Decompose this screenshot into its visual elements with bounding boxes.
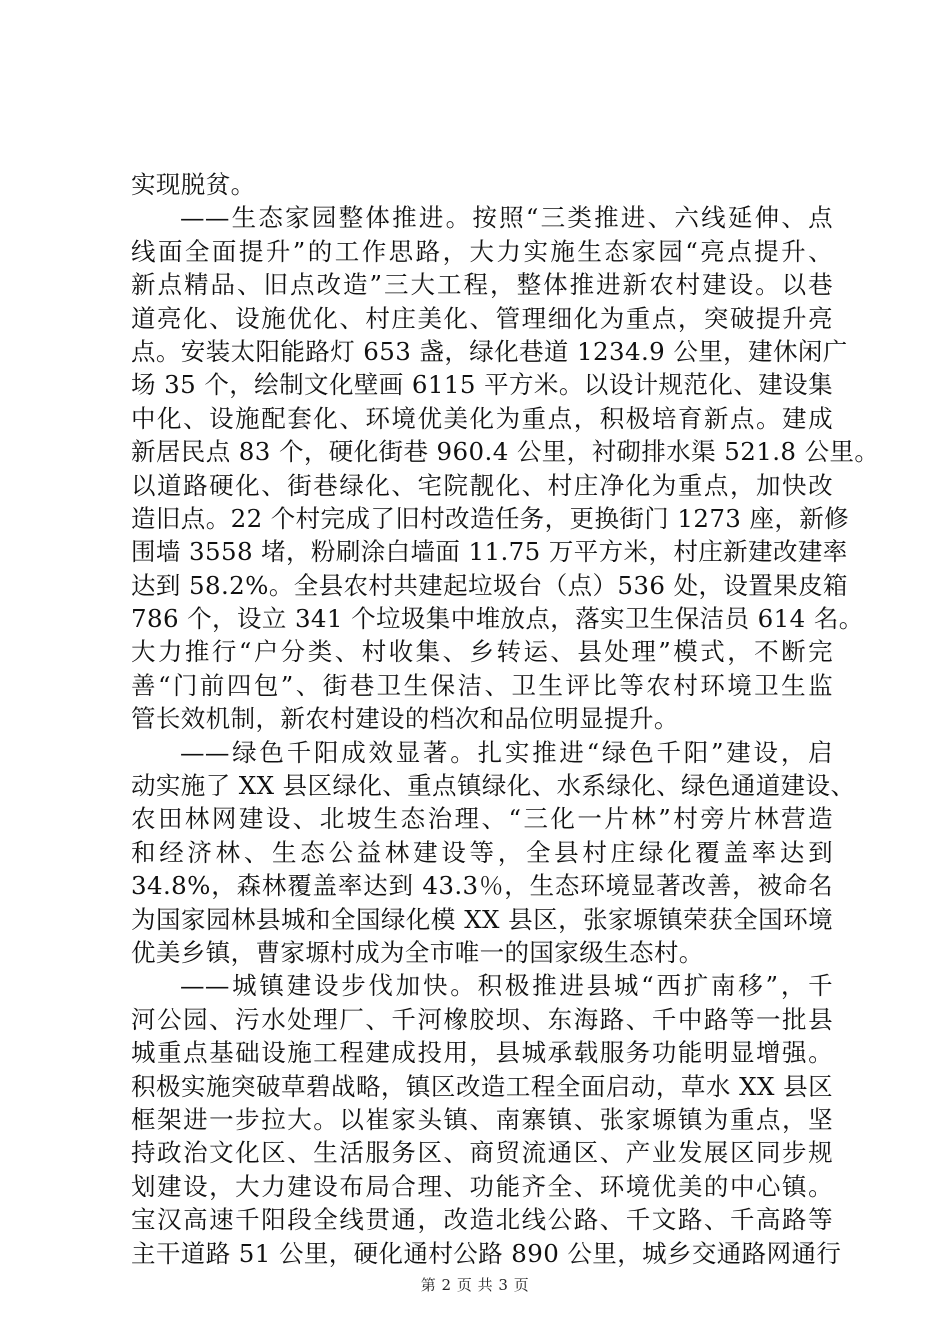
- text-line: 新居民点 83 个，硬化街巷 960.4 公里，衬砌排水渠 521.8 公里。: [131, 437, 880, 467]
- text-line: 线面全面提升”的工作思路，大力实施生态家园“亮点提升、: [131, 236, 833, 266]
- text-line: ——绿色千阳成效显著。扎实推进“绿色千阳”建设，启: [180, 737, 833, 767]
- text-line: 善“门前四包”、街巷卫生保洁、卫生评比等农村环境卫生监: [131, 670, 833, 700]
- page-footer: 第 2 页 共 3 页: [420, 1276, 530, 1294]
- text-line: 道亮化、设施优化、村庄美化、管理细化为重点，突破提升亮: [131, 303, 833, 333]
- text-line: 围墙 3558 堵，粉刷涂白墙面 11.75 万平方米，村庄新建改建率: [131, 537, 848, 567]
- text-line: 以道路硬化、街巷绿化、宅院靓化、村庄净化为重点，加快改: [131, 470, 833, 500]
- text-line: 中化、设施配套化、环境优美化为重点，积极培育新点。建成: [131, 403, 833, 433]
- text-line: 786 个，设立 341 个垃圾集中堆放点，落实卫生保洁员 614 名。: [131, 604, 864, 634]
- text-line: 新点精品、旧点改造”三大工程，整体推进新农村建设。以巷: [131, 270, 833, 300]
- text-line: ——生态家园整体推进。按照“三类推进、六线延伸、点: [180, 203, 833, 233]
- text-line: 持政治文化区、生活服务区、商贸流通区、产业发展区同步规: [131, 1138, 833, 1168]
- text-line: 框架进一步拉大。以崔家头镇、南寨镇、张家塬镇为重点，坚: [131, 1104, 833, 1134]
- text-line: ——城镇建设步伐加快。积极推进县城“西扩南移”，千: [180, 971, 833, 1001]
- document-body: [131, 168, 880, 1270]
- text-line: 点。安装太阳能路灯 653 盏，绿化巷道 1234.9 公里，建休闲广: [131, 336, 848, 366]
- text-line: 场 35 个，绘制文化壁画 6115 平方米。以设计规范化、建设集: [131, 370, 833, 400]
- text-line: 主干道路 51 公里，硬化通村公路 890 公里，城乡交通路网通行: [131, 1238, 842, 1268]
- text-line: 城重点基础设施工程建成投用，县城承载服务功能明显增强。: [131, 1038, 833, 1068]
- text-line: 动实施了 XX 县区绿化、重点镇绿化、水系绿化、绿色通道建设、: [131, 771, 856, 801]
- text-line: 积极实施突破草碧战略，镇区改造工程全面启动，草水 XX 县区: [131, 1071, 833, 1101]
- text-line: 划建设，大力建设布局合理、功能齐全、环境优美的中心镇。: [131, 1171, 833, 1201]
- text-line: 管长效机制，新农村建设的档次和品位明显提升。: [131, 704, 679, 734]
- text-line: 宝汉高速千阳段全线贯通，改造北线公路、千文路、千高路等: [131, 1205, 833, 1235]
- text-line: 农田林网建设、北坡生态治理、“三化一片林”村旁片林营造: [131, 804, 833, 834]
- text-line: 为国家园林县城和全国绿化模 XX 县区，张家塬镇荣获全国环境: [131, 904, 833, 934]
- text-line: 河公园、污水处理厂、千河橡胶坝、东海路、千中路等一批县: [131, 1004, 833, 1034]
- text-line: 优美乡镇，曹家塬村成为全市唯一的国家级生态村。: [131, 937, 704, 967]
- text-line: 大力推行“户分类、村收集、乡转运、县处理”模式，不断完: [131, 637, 833, 667]
- text-line: 达到 58.2%。全县农村共建起垃圾台（点）536 处，设置果皮箱: [131, 570, 848, 600]
- text-line: 和经济林、生态公益林建设等，全县村庄绿化覆盖率达到: [131, 837, 833, 867]
- text-line: 34.8%，森林覆盖率达到 43.3％，生态环境显著改善，被命名: [131, 871, 833, 901]
- text-line: 实现脱贫。: [131, 170, 256, 199]
- text-line: 造旧点。22 个村完成了旧村改造任务，更换街门 1273 座，新修: [131, 503, 850, 533]
